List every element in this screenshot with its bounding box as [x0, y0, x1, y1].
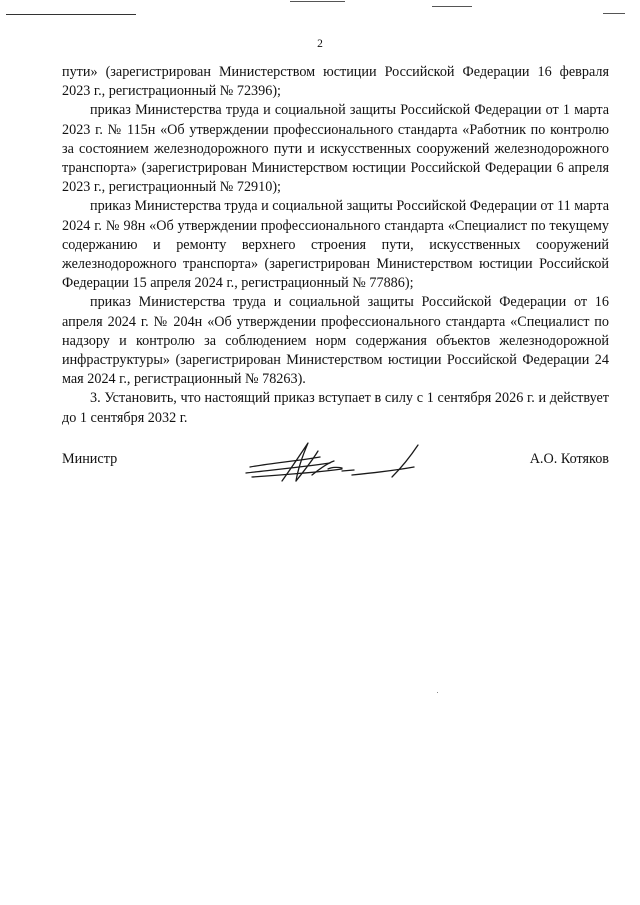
paragraph-continuation: пути» (зарегистрирован Министерством юстиции Российской Федерации 16 февраля 2023 г., регистрационный № 72396); [62, 64, 609, 100]
scan-mark-center [290, 1, 345, 2]
scan-mark-far-right [603, 13, 625, 14]
document-body [62, 63, 609, 428]
paragraph-order-115n: приказ Министерства труда и социальной защиты Российской Федерации от 1 марта 2023 г. № 115н «Об утверждении профессионального стандарта «Работник по контролю за состоянием железнодорожного пути и искусственных сооружений железнодорожного транспорта» (зарегистрирован Министерством юстиции Российской Федерации 6 апреля 2023 г., регистрационный № 72910); [62, 102, 609, 196]
scan-mark-right [432, 6, 472, 7]
paragraph-effective-date: 3. Установить, что настоящий приказ вступает в силу с 1 сентября 2026 г. и действует до 1 сентября 2032 г. [62, 390, 609, 426]
signature-block [62, 445, 609, 485]
signatory-title: Министр [62, 451, 118, 467]
signatory-name: А.О. Котяков [529, 451, 609, 467]
paragraph-order-98n: приказ Министерства труда и социальной защиты Российской Федерации от 11 марта 2024 г. № 98н «Об утверждении профессионального стандарта «Специалист по текущему содержанию и ремонту верхнего строения пути, искусственных сооружений железнодорожного транспорта» (зарегистрирован Министерством юстиции Российской Федерации 15 апреля 2024 г., регистрационный № 77886); [62, 198, 609, 292]
scan-dot [437, 692, 438, 693]
handwritten-signature [242, 437, 432, 485]
page-number: 2 [317, 38, 323, 50]
scan-mark-left [6, 14, 136, 15]
paragraph-order-204n: приказ Министерства труда и социальной защиты Российской Федерации от 16 апреля 2024 г. № 204н «Об утверждении профессионального стандарта «Специалист по надзору и контролю за соблюдением норм содержания объектов железнодорожной инфраструктуры» (зарегистрирован Министерством юстиции Российской Федерации 24 мая 2024 г., регистрационный № 78263). [62, 294, 609, 388]
